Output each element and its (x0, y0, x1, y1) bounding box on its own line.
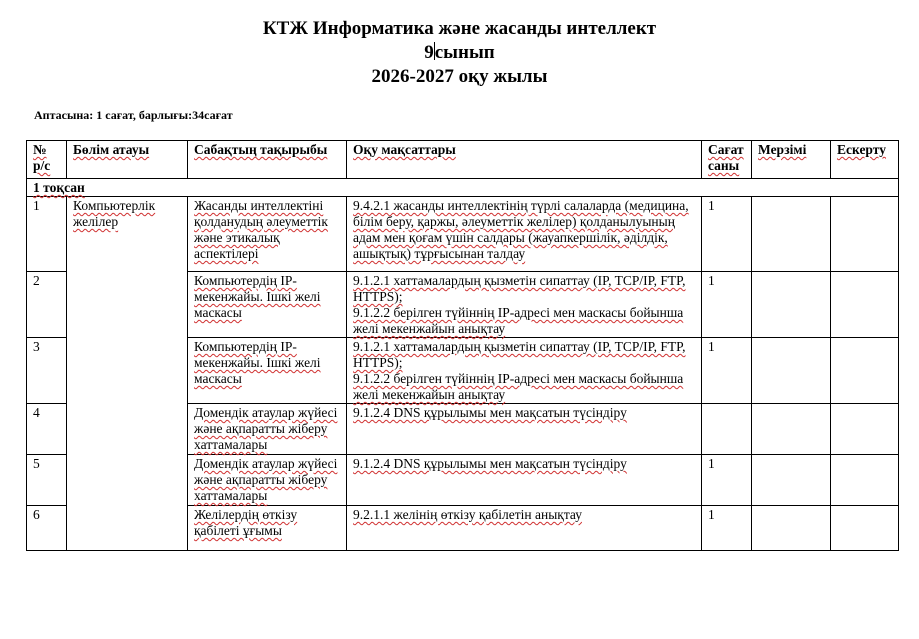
header-date: Мерзімі (752, 141, 831, 179)
row-note (831, 197, 899, 272)
grade-line (0, 41, 919, 64)
row-objectives: 9.4.2.1 жасанды интеллектінің түрлі салаларда (медицина, білім беру, қаржы, әлеуметтік желілер) қолданылуының адам мен қоғам үшін салдары (жауапкершілік, әділдік, ашықтық) тұрғысынан талдау (347, 197, 702, 272)
row-objectives: 9.2.1.1 желінің өткізу қабілетін анықтау (347, 506, 702, 551)
row-note (831, 404, 899, 455)
row-num: 5 (27, 455, 67, 506)
quarter-row (27, 179, 899, 197)
row-note (831, 272, 899, 338)
row-topic: Жасанды интеллектіні қолданудың әлеуметтік және этикалық аспектілері (188, 197, 347, 272)
row-hours: 1 (702, 272, 752, 338)
row-hours: 1 (702, 455, 752, 506)
grade-word: сынып (434, 42, 495, 63)
academic-year (0, 65, 919, 88)
row-num: 3 (27, 338, 67, 404)
row-date (752, 272, 831, 338)
quarter-label: 1 тоқсан (27, 179, 899, 197)
table-header-row (27, 141, 899, 179)
row-hours: 1 (702, 197, 752, 272)
academic-year-text: 2026-2027 оқу жылы (371, 66, 548, 87)
row-objectives: 9.1.2.4 DNS құрылымы мен мақсатын түсіндіру (347, 404, 702, 455)
curriculum-table (26, 140, 899, 551)
row-objectives: 9.1.2.1 хаттамалардың қызметін сипаттау (IP, TCP/IP, FTP, HTTPS); 9.1.2.2 берілген түйіннің IP-адресі мен маскасы бойынша желі мекенжайын анықтау (347, 272, 702, 338)
document-title (0, 17, 919, 40)
header-topic: Сабақтың тақырыбы (188, 141, 347, 179)
row-hours (702, 404, 752, 455)
header-num: № р/с (27, 141, 67, 179)
weekly-hours: Аптасына: 1 сағат, барлығы:34сағат (34, 108, 233, 122)
row-num: 1 (27, 197, 67, 272)
header-objectives: Оқу мақсаттары (347, 141, 702, 179)
row-num: 6 (27, 506, 67, 551)
row-num: 2 (27, 272, 67, 338)
row-topic: Желілердің өткізу қабілеті ұғымы (188, 506, 347, 551)
table-row (27, 197, 899, 272)
row-date (752, 338, 831, 404)
header-hours: Сағат саны (702, 141, 752, 179)
row-hours: 1 (702, 506, 752, 551)
row-topic: Домендік атаулар жүйесі және ақпаратты жіберу хаттамалары (188, 455, 347, 506)
section-name: Компьютерлік желілер (67, 197, 188, 551)
row-topic: Домендік атаулар жүйесі және ақпаратты жіберу хаттамалары (188, 404, 347, 455)
grade-number: 9 (424, 42, 434, 63)
row-objectives: 9.1.2.4 DNS құрылымы мен мақсатын түсіндіру (347, 455, 702, 506)
row-topic: Компьютердің IP-мекенжайы. Ішкі желі маскасы (188, 272, 347, 338)
row-note (831, 338, 899, 404)
row-hours: 1 (702, 338, 752, 404)
row-objectives: 9.1.2.1 хаттамалардың қызметін сипаттау (IP, TCP/IP, FTP, HTTPS); 9.1.2.2 берілген түйіннің IP-адресі мен маскасы бойынша желі мекенжайын анықтау (347, 338, 702, 404)
row-date (752, 197, 831, 272)
row-date (752, 506, 831, 551)
header-section: Бөлім атауы (67, 141, 188, 179)
row-date (752, 404, 831, 455)
row-date (752, 455, 831, 506)
row-note (831, 455, 899, 506)
row-num: 4 (27, 404, 67, 455)
header-note: Ескерту (831, 141, 899, 179)
row-topic: Компьютердің IP-мекенжайы. Ішкі желі маскасы (188, 338, 347, 404)
title-line-1: КТЖ Информатика және жасанды интеллект (262, 18, 657, 39)
row-note (831, 506, 899, 551)
